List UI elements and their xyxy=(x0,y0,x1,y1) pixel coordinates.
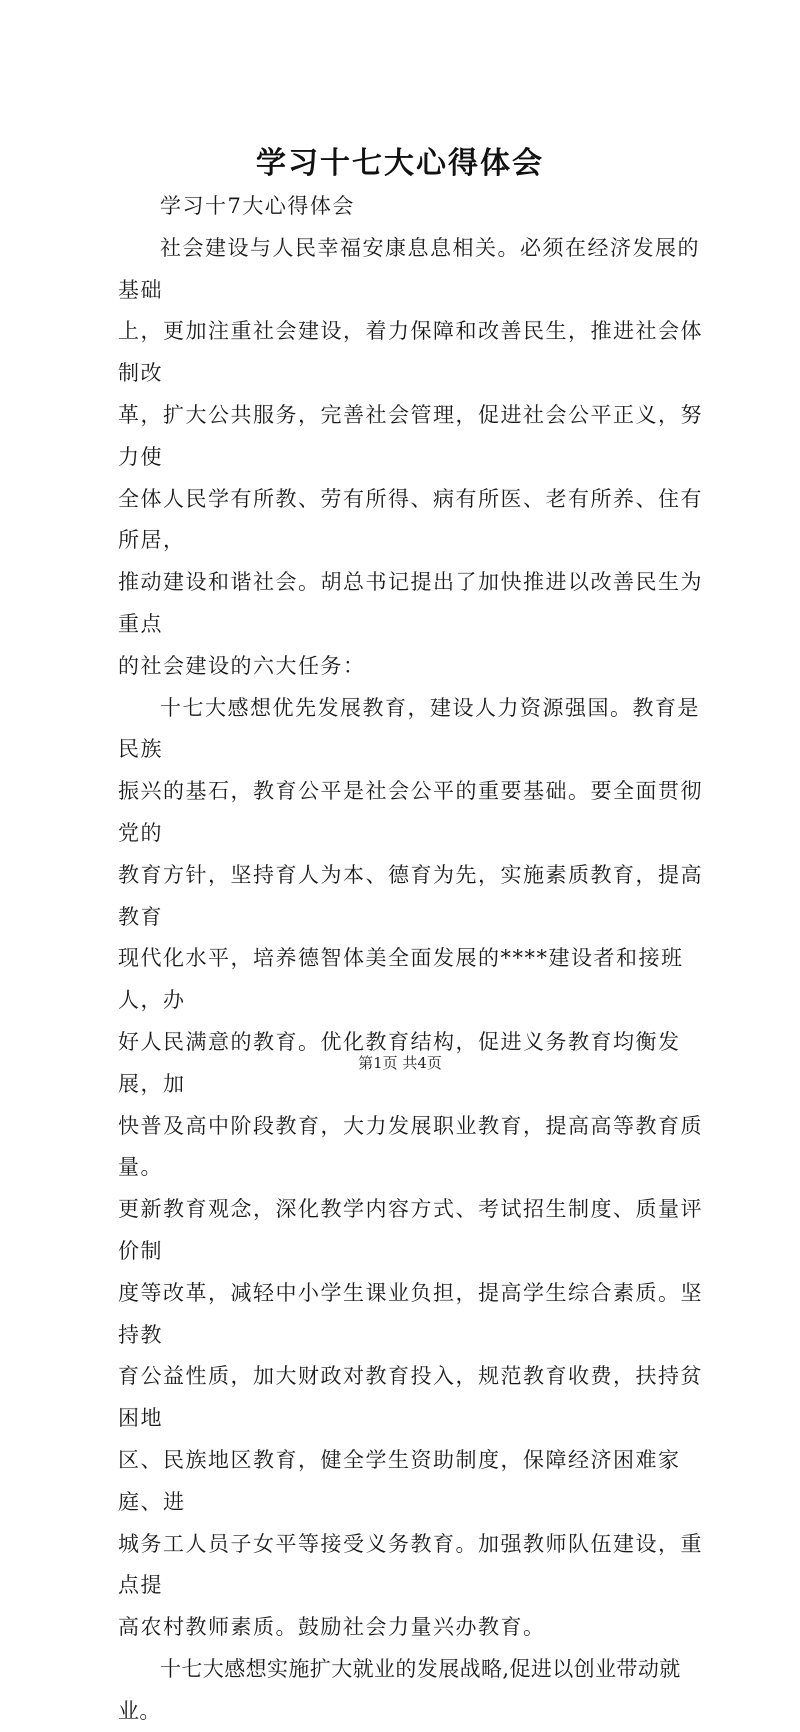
paragraph-education: 十七大感想优先发展教育，建设人力资源强国。教育是民族 振兴的基石，教育公平是社会公平的重要基础。要全面贯彻党的 教育方针，坚持育人为本、德育为先，实施素质教育，提高教育 现代化水平，培养德智体美全面发展的****建设者和接班人，办 好人民满意的教育。优化教育结构，促进义务教育均衡发展，加 快普及高中阶段教育，大力发展职业教育，提高高等教育质量。 更新教育观念，深化教学内容方式、考试招生制度、质量评价制 度等改革，减轻中小学生课业负担，提高学生综合素质。坚持教 育公益性质，加大财政对教育投入，规范教育收费，扶持贫困地 区、民族地区教育，健全学生资助制度，保障经济困难家庭、进 城务工人员子女平等接受义务教育。加强教师队伍建设，重点提 高农村教师素质。鼓励社会力量兴办教育。 xyxy=(118,695,703,1640)
paragraph-social-construction: 社会建设与人民幸福安康息息相关。必须在经济发展的基础 上，更加注重社会建设，着力保障和改善民生，推进社会体制改 革，扩大公共服务，完善社会管理，促进社会公平正义，努力使 全体人民学有所教、劳有所得、病有所医、老有所养、住有所居， 推动建设和谐社会。胡总书记提出了加快推进以改善民生为重点 的社会建设的六大任务： xyxy=(118,235,703,678)
subtitle-paragraph: 学习十7大心得体会 xyxy=(160,194,355,218)
paragraph-employment: 十七大感想实施扩大就业的发展战略,促进以创业带动就业。 xyxy=(118,1656,681,1723)
page-number-footer: 第1页 共4页 xyxy=(358,1054,442,1072)
document-title: 学习十七大心得体会 xyxy=(256,146,544,181)
document-body xyxy=(118,186,716,1732)
